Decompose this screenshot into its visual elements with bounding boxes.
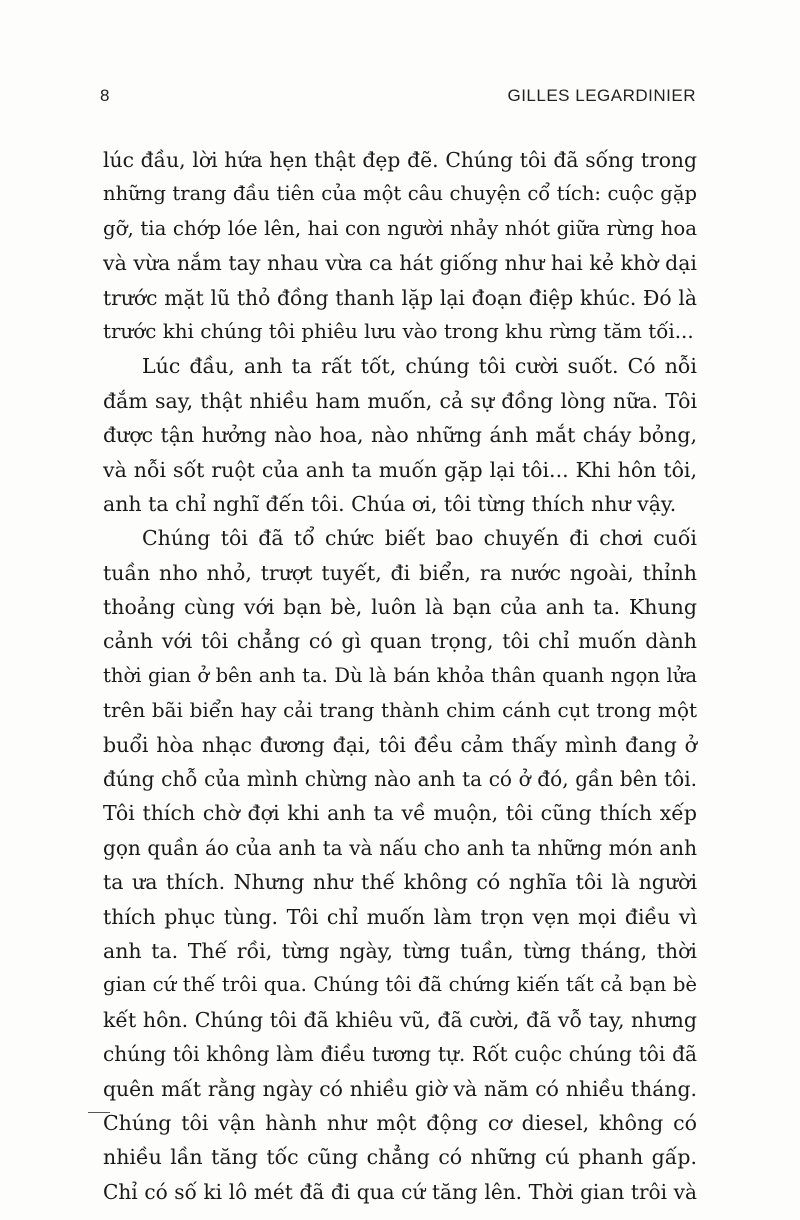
text-line: trước mặt lũ thỏ đồng thanh lặp lại đoạn điệp khúc. Đó là xyxy=(103,285,697,310)
text-line: gỡ, tia chớp lóe lên, hai con người nhảy nhót giữa rừng hoa xyxy=(103,216,697,240)
text-line: buổi hòa nhạc đương đại, tôi đều cảm thấy mình đang ở xyxy=(103,732,697,757)
text-line: Chỉ có số ki lô mét đã đi qua cứ tăng lên. Thời gian trôi và xyxy=(103,1179,697,1204)
text-line: Tôi thích chờ đợi khi anh ta về muộn, tôi cũng thích xếp xyxy=(103,801,697,826)
text-line: và nỗi sốt ruột của anh ta muốn gặp lại tôi... Khi hôn tôi, xyxy=(103,457,697,482)
text-line: thích phục tùng. Tôi chỉ muốn làm trọn vẹn mọi điều vì xyxy=(103,904,697,929)
text-line: và vừa nắm tay nhau vừa ca hát giống như hai kẻ khờ dại xyxy=(103,251,697,276)
running-head-author: GILLES LEGARDINIER xyxy=(507,86,696,105)
text-line: đúng chỗ của mình chừng nào anh ta có ở đó, gần bên tôi. xyxy=(103,767,697,792)
text-line: được tận hưởng nào hoa, nào những ánh mắt cháy bỏng, xyxy=(103,423,697,448)
text-line: nhiều lần tăng tốc cũng chẳng có những cú phanh gấp. xyxy=(103,1145,697,1170)
text-line: những trang đầu tiên của một câu chuyện cổ tích: cuộc gặp xyxy=(103,182,697,206)
text-line: anh ta chỉ nghĩ đến tôi. Chúa ơi, tôi từng thích như vậy. xyxy=(103,491,677,516)
page-number: 8 xyxy=(100,86,110,105)
text-line: ta ưa thích. Nhưng như thế không có nghĩa tôi là người xyxy=(103,870,697,895)
text-line: chúng tôi không làm điều tương tự. Rốt cuộc chúng tôi đã xyxy=(103,1042,697,1067)
text-line: cảnh với tôi chẳng có gì quan trọng, tôi chỉ muốn dành xyxy=(103,629,697,654)
text-line: thời gian ở bên anh ta. Dù là bán khỏa thân quanh ngọn lửa xyxy=(103,663,697,687)
page-header xyxy=(100,86,696,112)
text-line: thoảng cùng với bạn bè, luôn là bạn của anh ta. Khung xyxy=(103,595,697,620)
text-line: gọn quần áo của anh ta và nấu cho anh ta những món anh xyxy=(103,835,697,860)
text-line: trên bãi biển hay cải trang thành chim cánh cụt trong một xyxy=(103,698,697,723)
text-line: quên mất rằng ngày có nhiều giờ và năm có nhiều tháng. xyxy=(103,1076,697,1101)
text-line: anh ta. Thế rồi, từng ngày, từng tuần, từng tháng, thời xyxy=(103,938,697,963)
text-line: lúc đầu, lời hứa hẹn thật đẹp đẽ. Chúng tôi đã sống trong xyxy=(103,148,697,172)
text-line-paragraph-start: Lúc đầu, anh ta rất tốt, chúng tôi cười suốt. Có nỗi xyxy=(142,354,697,379)
text-line: gian cứ thế trôi qua. Chúng tôi đã chứng kiến tất cả bạn bè xyxy=(103,973,697,997)
text-line: trước khi chúng tôi phiêu lưu vào trong khu rừng tăm tối... xyxy=(103,319,694,343)
text-line: tuần nho nhỏ, trượt tuyết, đi biển, ra nước ngoài, thỉnh xyxy=(103,560,697,585)
text-line: Chúng tôi vận hành như một động cơ diesel, không có xyxy=(103,1110,697,1135)
text-line: đắm say, thật nhiều ham muốn, cả sự đồng lòng nữa. Tôi xyxy=(103,388,697,413)
text-line-paragraph-start: Chúng tôi đã tổ chức biết bao chuyến đi chơi cuối xyxy=(142,526,697,551)
text-line: kết hôn. Chúng tôi đã khiêu vũ, đã cười, đã vỗ tay, nhưng xyxy=(103,1007,697,1032)
body-text xyxy=(103,143,697,1209)
